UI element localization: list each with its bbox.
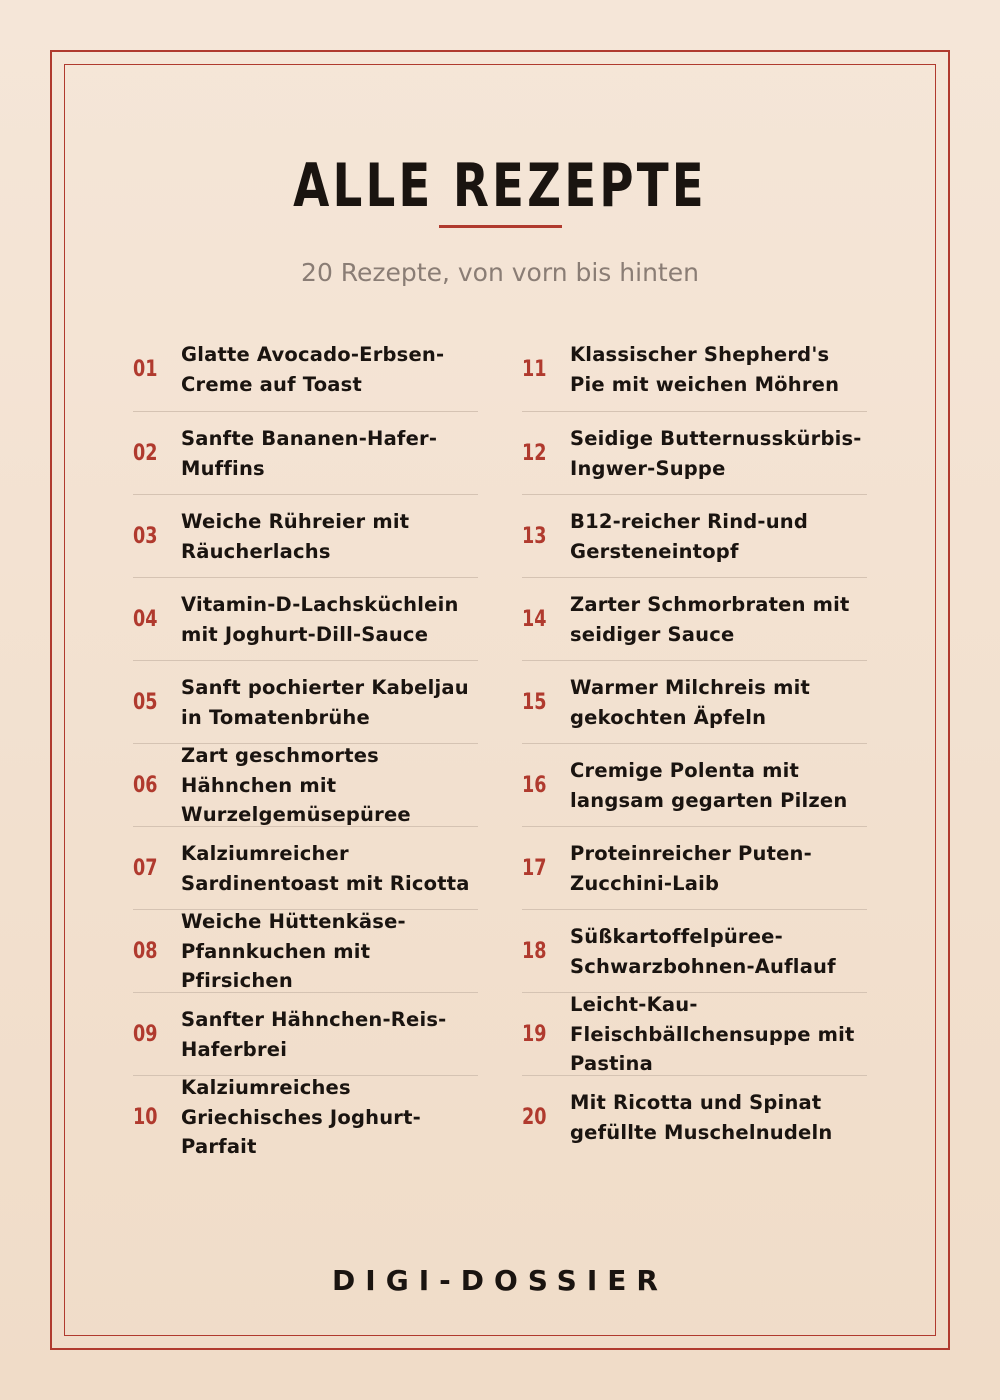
recipe-name: Kalziumreiches Griechisches Joghurt-Parfait (181, 1076, 421, 1159)
recipe-name: Kalziumreicher Sardinentoast mit Ricotta (181, 842, 470, 895)
recipe-item (133, 826, 478, 909)
recipe-number: 01 (133, 357, 158, 382)
recipe-number: 10 (133, 1105, 158, 1130)
recipe-number: 08 (133, 939, 158, 964)
recipe-number: 03 (133, 524, 158, 549)
recipe-name: Weiche Hüttenkäse-Pfannkuchen mit Pfirsichen (181, 910, 406, 993)
recipe-name: Süßkartoffelpüree-Schwarzbohnen-Auflauf (570, 925, 836, 978)
recipe-name: Vitamin-D-Lachsküchlein mit Joghurt-Dill-Sauce (181, 593, 459, 646)
footer-brand: DIGI-DOSSIER (332, 1264, 668, 1297)
page-title: ALLE REZEPTE (293, 151, 707, 221)
recipe-list-left (133, 328, 478, 1158)
recipe-name: Zart geschmortes Hähnchen mit Wurzelgemüsepüree (181, 744, 411, 827)
recipe-name: Leicht-Kau-Fleischbällchensuppe mit Pastina (570, 993, 855, 1076)
recipe-number: 11 (522, 357, 547, 382)
recipe-number: 06 (133, 773, 158, 798)
recipe-number: 17 (522, 856, 547, 881)
recipe-number: 05 (133, 690, 158, 715)
recipe-item (133, 660, 478, 743)
recipe-number: 02 (133, 441, 158, 466)
recipe-number: 12 (522, 441, 547, 466)
recipe-number: 09 (133, 1022, 158, 1047)
recipe-name: Sanfte Bananen-Hafer-Muffins (181, 427, 438, 480)
recipe-item (133, 577, 478, 660)
recipe-name: Zarter Schmorbraten mit seidiger Sauce (570, 593, 850, 646)
recipe-item (522, 992, 867, 1075)
recipe-name: Seidige Butternusskürbis-Ingwer-Suppe (570, 427, 862, 480)
recipe-name: Warmer Milchreis mit gekochten Äpfeln (570, 676, 810, 729)
recipe-item (133, 328, 478, 411)
recipe-item (522, 660, 867, 743)
recipe-number: 18 (522, 939, 547, 964)
recipe-item (522, 826, 867, 909)
recipe-number: 15 (522, 690, 547, 715)
recipe-name: B12-reicher Rind-und Gersteneintopf (570, 510, 809, 563)
recipe-name: Klassischer Shepherd's Pie mit weichen Möhren (570, 343, 840, 396)
recipe-name: Mit Ricotta und Spinat gefüllte Muschelnudeln (570, 1091, 833, 1144)
recipe-number: 14 (522, 607, 547, 632)
recipe-item (522, 909, 867, 992)
page-subtitle: 20 Rezepte, von vorn bis hinten (301, 258, 699, 287)
recipe-number: 20 (522, 1105, 547, 1130)
recipe-item (133, 909, 478, 992)
recipe-name: Weiche Rühreier mit Räucherlachs (181, 510, 410, 563)
recipe-number: 07 (133, 856, 158, 881)
recipe-name: Sanfter Hähnchen-Reis-Haferbrei (181, 1008, 447, 1061)
recipe-item (133, 1075, 478, 1158)
recipe-item (522, 1075, 867, 1158)
recipe-item (522, 494, 867, 577)
recipe-number: 19 (522, 1022, 547, 1047)
recipe-item (133, 494, 478, 577)
recipe-number: 13 (522, 524, 547, 549)
recipe-name: Glatte Avocado-Erbsen-Creme auf Toast (181, 343, 445, 396)
recipe-item (133, 411, 478, 494)
recipe-name: Sanft pochierter Kabeljau in Tomatenbrühe (181, 676, 469, 729)
recipe-number: 04 (133, 607, 158, 632)
recipe-item (522, 743, 867, 826)
recipe-item (133, 743, 478, 826)
title-underline (439, 225, 562, 228)
recipe-number: 16 (522, 773, 547, 798)
recipe-item (522, 411, 867, 494)
recipe-item (133, 992, 478, 1075)
recipe-item (522, 328, 867, 411)
recipe-item (522, 577, 867, 660)
recipe-name: Proteinreicher Puten-Zucchini-Laib (570, 842, 812, 895)
recipe-name: Cremige Polenta mit langsam gegarten Pilzen (570, 759, 848, 812)
recipe-list-right (522, 328, 867, 1158)
